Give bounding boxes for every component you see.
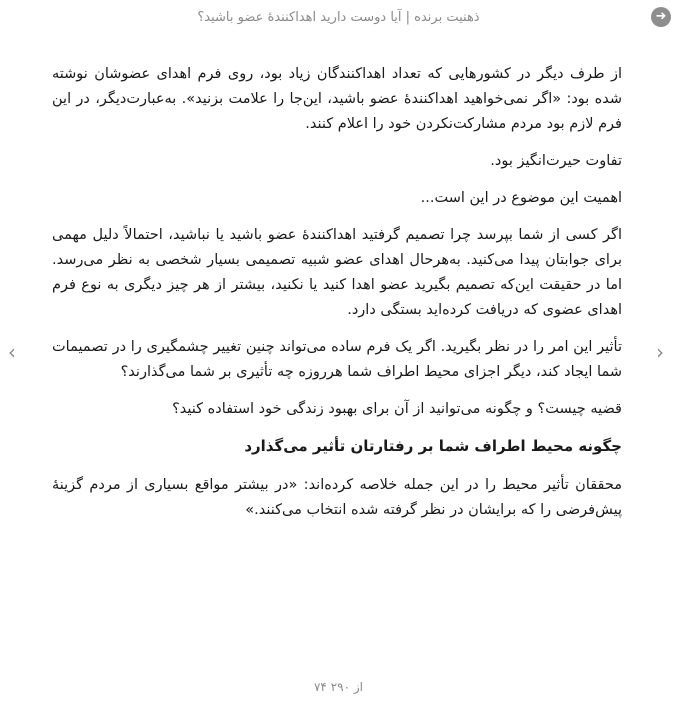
- next-page-button[interactable]: [656, 340, 664, 364]
- back-button[interactable]: [651, 7, 671, 27]
- paragraph-environment-effect: تأثیر این امر را در نظر بگیرید. اگر یک فرم ساده می‌تواند چنین تغییر چشمگیری را در تصمیمات شما ایجاد کند، دیگر اجزای محیط اطراف شما هرروزه چه تأثیری بر شما می‌گذارند؟: [52, 339, 622, 380]
- page-header-title: ذهنیت برنده | آیا دوست دارید اهداکنندهٔ عضو باشید؟: [197, 10, 480, 25]
- chevron-right-icon: ›: [656, 340, 664, 364]
- paragraph-donor-form-optout: از طرف دیگر در کشورهایی که تعداد اهداکنندگان زیاد بود، روی فرم اهدای عضوشان نوشته شده بود: «اگر نمی‌خواهید اهداکنندهٔ عضو باشید، این‌جا را علامت بزنید». به‌عبارت‌دیگر، در این فرم لازم بود مردم مشارکت‌نکردن خود را اعلام کنند.: [52, 66, 622, 132]
- page-number: ۷۴ از ۲۹۰: [313, 680, 363, 694]
- arrow-right-icon: ➜: [655, 9, 667, 24]
- section-heading: چگونه محیط اطراف شما بر رفتارتان تأثیر می‌گذارد: [244, 437, 622, 455]
- paragraph-importance: اهمیت این موضوع در این است...: [420, 190, 622, 206]
- chevron-left-icon: ‹: [8, 340, 16, 364]
- paragraph-question: قضیه چیست؟ و چگونه می‌توانید از آن برای بهبود زندگی خود استفاده کنید؟: [172, 401, 622, 417]
- paragraph-decision-reason: اگر کسی از شما بپرسد چرا تصمیم گرفتید اهداکنندهٔ عضو باشید یا نباشید، احتمالاً دلیل مهمی برای جوابتان پیدا می‌کنید. به‌هرحال اهدای عضو شبیه تصمیمی بسیار شخصی به نظر می‌رسد. اما در حقیقت این‌که تصمیم بگیرید عضو اهدا کنید یا نکنید، بیشتر از هر چیز دیگری به نوع فرم اهدای عضوی که دریافت کرده‌اید بستگی دارد.: [52, 227, 622, 318]
- paragraph-difference: تفاوت حیرت‌انگیز بود.: [490, 153, 622, 169]
- previous-page-button[interactable]: [8, 340, 16, 364]
- paragraph-researchers-summary: محققان تأثیر محیط را در این جمله خلاصه کرده‌اند: «در بیشتر مواقع بسیاری از مردم گزینهٔ پیش‌فرضی را که برایشان در نظر گرفته شده انتخاب می‌کنند.»: [52, 477, 622, 518]
- page-content: [52, 62, 622, 535]
